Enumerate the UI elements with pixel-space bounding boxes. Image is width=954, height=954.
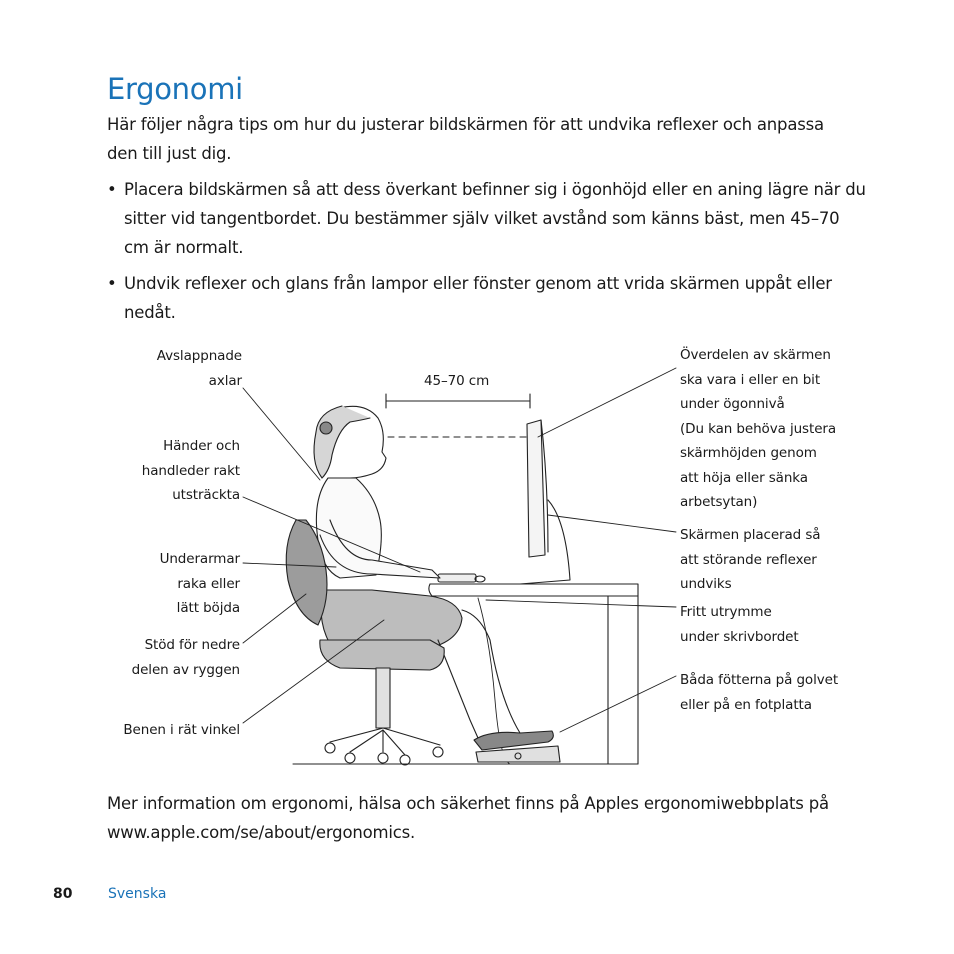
bullet-marker: •	[107, 180, 117, 199]
label-screen-top: Överdelen av skärmen ska vara i eller en bit under ögonnivå (Du kan behöva justera skärmhöjden genom att höja eller sänka arbetsytan)	[680, 347, 837, 510]
label-screen-placed: Skärmen placerad så att störande reflexer undviks	[680, 527, 821, 592]
page-number: 80	[53, 886, 73, 902]
distance-label: 45–70 cm	[424, 373, 490, 389]
bullet-text: Placera bildskärmen så att dess överkant befinner sig i ögonhöjd eller en aning lägre när du sitter vid tangentbordet. Du bestämmer själv vilket avstånd som känns bäst, men 45–70 cm är normalt.	[124, 180, 866, 257]
label-forearms: Underarmar raka eller lätt böjda	[159, 551, 240, 616]
monitor-screen	[527, 420, 545, 557]
label-feet: Båda fötterna på golvet eller på en fotplatta	[680, 672, 839, 713]
label-hands: Händer och handleder rakt utsträckta	[141, 438, 240, 503]
label-shoulders: Avslappnade axlar	[156, 348, 242, 389]
chair-column	[376, 668, 390, 728]
chair-seat	[320, 640, 444, 670]
intro-text: Här följer några tips om hur du justerar bildskärmen för att undvika reflexer och anpassa den till just dig.	[107, 115, 824, 163]
desk-edge	[429, 584, 638, 596]
bullet-item	[107, 269, 867, 327]
label-lower-back: Stöd för nedre delen av ryggen	[131, 637, 240, 678]
bullet-text: Undvik reflexer och glans från lampor eller fönster genom att vrida skärmen uppåt eller nedåt.	[124, 274, 832, 322]
keyboard	[438, 574, 476, 582]
chair-base	[330, 728, 440, 755]
hair	[314, 406, 370, 478]
label-legs: Benen i rät vinkel	[123, 722, 240, 738]
label-free-space: Fritt utrymme under skrivbordet	[680, 604, 799, 645]
bullet-item	[107, 175, 867, 262]
hair-tie	[320, 422, 332, 434]
ergonomics-illustration	[0, 330, 954, 780]
language-label: Svenska	[108, 886, 167, 902]
more-info-text: Mer information om ergonomi, hälsa och säkerhet finns på Apples ergonomiwebbplats på www.apple.com/se/about/ergonomics.	[107, 794, 829, 842]
page-title: Ergonomi	[107, 72, 243, 106]
bullet-marker: •	[107, 274, 117, 293]
